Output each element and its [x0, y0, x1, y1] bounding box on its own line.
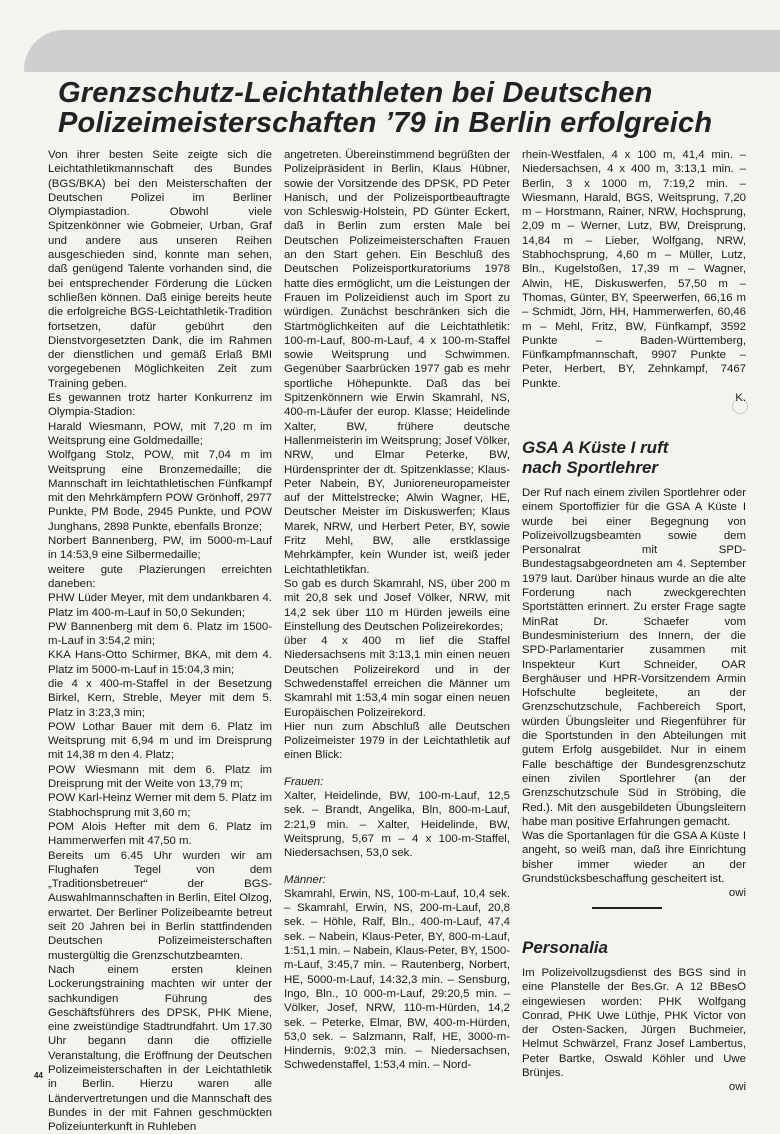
header-band	[24, 30, 780, 72]
article-paragraph: PW Bannenberg mit dem 6. Platz im 1500-m-Lauf in 3:54,2 min;	[48, 620, 272, 648]
article-paragraph: Harald Wiesmann, POW, mit 7,20 m im Weitsprung eine Goldmedaille;	[48, 420, 272, 447]
results-women-label: Frauen:	[284, 775, 324, 788]
article-paragraph: Es gewannen trotz harter Konkurrenz im Olympia-Stadion:	[48, 392, 272, 419]
gsa-signoff: owi	[728, 887, 746, 900]
gsa-heading-line-1: GSA A Küste I ruft	[522, 438, 669, 457]
article-paragraph: Wolfgang Stolz, POW, mit 7,04 m im Weitsprung eine Bronzemedaille; die Mannschaft im leichtathletischen Fünfkampf mit den Mehrkämpfern POW Grönhoff, 2977 Punkte, PM Bode, 2945 Punkte, und POW Junghans, 2898 Punkte, ebenfalls Bronze;	[48, 449, 272, 533]
results-men-continued: rhein-Westfalen, 4 x 100 m, 41,4 min. – Niedersachsen, 4 x 400 m, 3:13,1 min. – Berlin, 3 x 1000 m, 7:19,2 min. – Wiesmann, Harald, BGS, Weitsprung, 7,20 m – Horstmann, Rainer, NRW, Hochsprung, 2,09 m – Werner, Lutz, BW, Dreisprung, 14,84 m – Lieber, Wolfgang, NRW, Stabhochsprung, 4,60 m – Müller, Lutz, Bln., Kugelstoßen, 17,39 m – Wagner, Alwin, HE, Diskuswerfen, 57,50 m – Thomas, Günter, BY, Speerwerfen, 66,16 m – Schmidt, Jörn, HH, Hammerwerfen, 60,46 m – Mehl, Fritz, BW, Fünfkampf, 3592 Punkte – Baden-Württemberg, Fünfkampfmannschaft, 9907 Punkte – Peter, Herbert, BY, Zehnkampf, 7467 Punkte.	[522, 149, 746, 390]
article-column-1	[48, 148, 272, 1134]
gsa-heading	[522, 438, 746, 478]
personalia-heading: Personalia	[522, 938, 608, 957]
article-column-3	[522, 148, 746, 405]
article-paragraph: weitere gute Plazierungen erreichten daneben:	[48, 563, 272, 590]
article-paragraph: Norbert Bannenberg, PW, im 5000-m-Lauf in 14:53,9 eine Silbermedaille;	[48, 535, 272, 562]
gsa-article	[522, 486, 746, 901]
gsa-paragraph: Der Ruf nach einem zivilen Sportlehrer oder einem Sportoffizier für die GSA A Küste I wurde bei einer Begegnung von Polizeivollzugsbeamten sowie dem Personalrat mit SPD-Bundestagsabgeordneten am 4. September 1979 laut. Darüber hinaus wurde an die alte Forderung nach zweckgerechten Sportstätten erinnert. Zu erster Frage sagte MinRat Dr. Schaefer vom Bundesministerium des Innern, der die SPD-Parlamentarier zusammen mit Inspekteur Kurt Schneider, OAR Berghäuser und HPR-Vorsitzendem Armin Hofschulte begleitete, an der Grenzschutzschule, Fachbereich Sport, würden Übungsleiter und Riegenführer für die Sportstunden in den Abteilungen mit gutem Erfolg ausgebildet. Nur in einem Falle beschäftige der Bundesgrenzschutz einen zivilen Sportlehrer (an der Grenzschutzschule Süd in Ströbing, die Red.). Mit den ausgebildeten Übungsleitern habe man positive Erfahrungen gemacht.	[522, 487, 746, 828]
personalia-paragraph: Im Polizeivollzugsdienst des BGS sind in eine Planstelle der Bes.Gr. A 12 BBesO eingewiesen worden: PHK Wolfgang Conrad, PHK Uwe Lüthje, PHK Victor von der Osten-Sacken, Jürgen Buchmeier, Helmut Schwärzel, Franz Josef Lambertus, Peter Bartke, Oswald Köhler und Uwe Brünjes.	[522, 967, 746, 1080]
personalia-article	[522, 966, 746, 1095]
personalia-signoff: owi	[728, 1081, 746, 1094]
article-paragraph: Hier nun zum Abschluß alle Deutschen Polizeimeister 1979 in der Leichtathletik auf einen Blick:	[284, 720, 510, 762]
article-signoff: K.	[735, 392, 746, 405]
article-paragraph: Nach einem ersten kleinen Lockerungstraining machten wir unter der sachkundigen Führung des Geschäftsführers des DPSK, PHK Miene, eine zweistündige Stadtrundfahrt. Um 17.30 Uhr begann dann die offizielle Veranstaltung, die Eröffnung der Deutschen Polizeimeisterschaften in der Leichtathletik in Berlin. Hierzu waren alle Ländervertretungen und die Mannschaft des Bundes in der mit Fahnen geschmückten Polizeiunterkunft in Ruhleben	[48, 963, 272, 1134]
article-paragraph: über 4 x 400 m lief die Staffel Niedersachsens mit 3:13,1 min einen neuen Deutschen Polizeirekord und in der Schwedenstaffel erreichen die Männer um Skamrahl mit 1:53,4 min sogar einen neuen Europäischen Polizeirekord.	[284, 635, 510, 719]
article-paragraph: POW Wiesmann mit dem 6. Platz im Dreisprung mit der Weite von 13,79 m;	[48, 763, 272, 791]
stamp-mark	[732, 398, 748, 414]
title-line-1: Grenzschutz-Leichtathleten bei Deutschen	[58, 77, 653, 109]
article-paragraph: So gab es durch Skamrahl, NS, über 200 m mit 20,8 sek und Josef Völker, NRW, mit 14,2 sek über 110 m Hürden jeweils eine Einstellung des Deutschen Polizeirekordes;	[284, 577, 510, 633]
article-paragraph: PHW Lüder Meyer, mit dem undankbaren 4. Platz im 400-m-Lauf in 50,0 Sekunden;	[48, 592, 272, 619]
article-paragraph: die 4 x 400-m-Staffel in der Besetzung Birkel, Kern, Streble, Meyer mit dem 5. Platz in 3:23,3 min;	[48, 677, 272, 719]
results-men-label: Männer:	[284, 873, 326, 886]
results-men-text: Skamrahl, Erwin, NS, 100-m-Lauf, 10,4 sek. – Skamrahl, Erwin, NS, 200-m-Lauf, 20,8 sek. – Höhle, Ralf, Bln., 400-m-Lauf, 47,4 sek. – Nabein, Klaus-Peter, BY, 800-m-Lauf, 1:51,1 min. – Nabein, Klaus-Peter, BY, 1500-m-Lauf, 3:45,7 min. – Rautenberg, Norbert, HE, 5000-m-Lauf, 14:32,3 min. – Sensburg, Ingo, Bln., 10 000-m-Lauf, 29:20,5 min. – Völker, Josef, NRW, 110-m-Hürden, 14,2 sek. – Peterke, Elmar, BW, 400-m-Hürden, 53,0 sek. – Salzmann, Ralf, HE, 3000-m-Hindernis, 9:02,3 min. – Niedersachsen, Schwedenstaffel, 1:53,4 min. – Nord-	[284, 887, 510, 1072]
page-title	[58, 78, 748, 138]
page-number: 44	[34, 1071, 43, 1080]
gsa-paragraph: Was die Sportanlagen für die GSA A Küste I angeht, so weiß man, daß ihre Einrichtung bisher immer wieder an der Grundstücksbeschaffung gescheitert ist.	[522, 830, 746, 886]
article-paragraph: POM Alois Hefter mit dem 6. Platz im Hammerwerfen mit 47,50 m.	[48, 820, 272, 848]
gsa-heading-line-2: nach Sportlehrer	[522, 458, 659, 477]
article-paragraph: angetreten. Übereinstimmend begrüßten der Polizeipräsident in Berlin, Klaus Hübner, sowie der Vorsitzende des DPSK, PD Peter Hanisch, und der Polizeisportbeauftragte von Schleswig-Holstein, PD Günter Eckert, daß in Berlin zum ersten Male bei Deutschen Polizeimeisterschaften Frauen an den Start gehen. Ein Beschluß des Deutschen Polizeisportkuratoriums 1978 hatte dies ermöglicht, um die Leistungen der Frauen im Polizeidienst auch im Sport zu würdigen. Zunächst beschränken sich die Startmöglichkeiten auf die Leichtathletik: 100-m-Lauf, 800-m-Lauf, 4 x 100-m-Staffel sowie Weitsprung und Schwimmen. Gegenüber Saarbrücken 1977 gab es mehr sportliche Höhepunkte. Daß das bei Spitzenkönnern wie Erwin Skamrahl, NS, 400-m-Läufer der europ. Klasse; Heidelinde Xalter, BW, frühere deutsche Hallenmeisterin im Weitsprung; Josef Völker, NRW, und Elmar Peterke, BW, Hürdensprinter der dt. Spitzenklasse; Klaus-Peter Nabein, BY, Junioreneuropameister auf der Mittelstrecke; Alwin Wagner, HE, Deutscher Meister im Diskuswerfen; Klaus Marek, NRW, und Herbert Peter, BY, sowie Fritz Mehl, BW, alle erstklassige Mehrkämpfer, kein Wunder ist, weiß jeder Leichtathletikfan.	[284, 149, 510, 576]
article-paragraph: Bereits um 6.45 Uhr wurden wir am Flughafen Tegel von dem „Traditionsbetreuer“ der BGS-Auswahlmannschaften in Berlin, Eitel Olzog, erwartet. Der Berliner Polizeibeamte betreut seit 20 Jahren bei in Berlin stattfindenden Deutschen Polizeimeisterschaften mustergültig die Grenzschutzbeamten.	[48, 849, 272, 962]
results-women-text: Xalter, Heidelinde, BW, 100-m-Lauf, 12,5 sek. – Brandt, Angelika, Bln, 800-m-Lauf, 2:21,9 min. – Xalter, Heidelinde, BW, Weitsprung, 5,67 m – 4 x 100-m-Staffel, Niedersachsen, 53,0 sek.	[284, 790, 510, 860]
article-paragraph: POW Karl-Heinz Werner mit dem 5. Platz im Stabhochsprung mit 3,60 m;	[48, 792, 272, 819]
article-paragraph: Von ihrer besten Seite zeigte sich die Leichtathletikmannschaft des Bundes (BGS/BKA) bei den Meisterschaften der Deutschen Polizei im Berliner Olympiastadion. Obwohl viele Spitzenkönner wie Gobmeier, Urban, Graf und andere aus unseren Reihen ausgeschieden sind, konnte man sehen, daß genügend Talente vorhanden sind, die bei entsprechender Förderung die Lücken schließen können. Daß einige bereits heute die erfolgreiche BGS-Leichtathletik-Tradition fortsetzen, dafür gebührt den Dienstvorgesetzten Dank, die im Rahmen der dienstlichen und gemäß Erlaß BMI vorgegebenen Möglichkeiten Zeit zum Training geben.	[48, 149, 272, 390]
article-column-2	[284, 148, 510, 1073]
article-paragraph: POW Lothar Bauer mit dem 6. Platz im Weitsprung mit 6,94 m und im Dreisprung mit 14,38 m den 4. Platz;	[48, 720, 272, 762]
article-paragraph: KKA Hans-Otto Schirmer, BKA, mit dem 4. Platz im 5000-m-Lauf in 15:04,3 min;	[48, 649, 272, 676]
section-divider	[592, 907, 662, 909]
title-line-2: Polizeimeisterschaften ’79 in Berlin erfolgreich	[58, 107, 713, 139]
